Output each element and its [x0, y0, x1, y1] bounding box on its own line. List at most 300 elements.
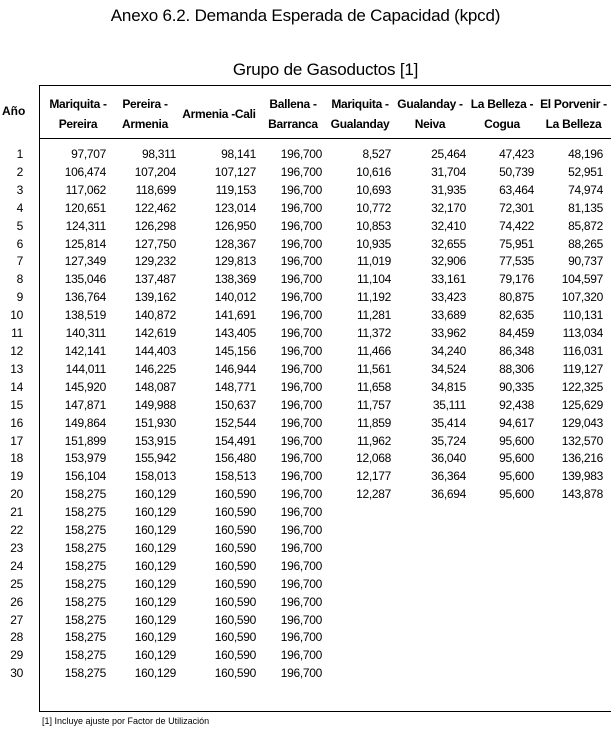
year-header: Año	[2, 104, 26, 118]
value-cell: 81,135	[568, 200, 603, 215]
value-cell	[322, 612, 391, 630]
column-header	[536, 94, 611, 134]
value-cell	[322, 594, 391, 612]
year-cell: 20	[10, 487, 23, 502]
value-cell	[391, 594, 466, 612]
column-header-line1: El Porvenir -	[540, 97, 607, 111]
header-rule	[40, 138, 611, 139]
year-cell: 15	[10, 397, 23, 412]
value-cell: 160,129	[134, 666, 176, 681]
value-cell: 84,459	[499, 326, 534, 341]
value-cell: 97,707	[71, 147, 106, 161]
demand-table	[0, 146, 603, 683]
value-cell	[322, 647, 391, 665]
value-cell: 138,369	[214, 272, 256, 287]
column-header-line1: La Belleza -	[470, 97, 534, 111]
value-cell: 196,700	[280, 540, 322, 555]
value-cell: 140,012	[214, 290, 256, 305]
value-cell: 160,590	[214, 523, 256, 538]
value-cell: 12,068	[356, 451, 391, 466]
value-cell: 158,275	[64, 594, 106, 609]
table-row	[0, 379, 603, 397]
value-cell: 11,466	[356, 343, 391, 358]
table-row	[0, 397, 603, 415]
column-header	[394, 94, 466, 134]
value-cell: 145,156	[214, 343, 256, 358]
value-cell: 12,177	[356, 469, 391, 484]
value-cell: 158,013	[134, 469, 176, 484]
value-cell: 25,464	[431, 147, 466, 161]
value-cell: 31,704	[431, 164, 466, 179]
value-cell: 33,161	[431, 272, 466, 287]
value-cell	[534, 629, 603, 647]
value-cell: 147,871	[64, 397, 106, 412]
group-underline	[40, 85, 611, 86]
value-cell	[322, 540, 391, 558]
column-header-line1: Mariquita -	[49, 97, 107, 111]
value-cell: 144,403	[134, 343, 176, 358]
year-cell: 4	[16, 200, 23, 215]
value-cell: 160,129	[134, 505, 176, 520]
value-cell: 196,700	[280, 343, 322, 358]
table-row	[0, 576, 603, 594]
value-cell: 32,906	[431, 254, 466, 269]
value-cell: 196,700	[280, 558, 322, 573]
value-cell: 11,561	[356, 361, 391, 376]
value-cell: 33,962	[431, 326, 466, 341]
value-cell	[391, 647, 466, 665]
table-row	[0, 629, 603, 647]
value-cell: 160,590	[214, 558, 256, 573]
value-cell: 196,700	[280, 487, 322, 502]
value-cell: 196,700	[280, 218, 322, 233]
year-cell: 6	[16, 236, 23, 251]
value-cell: 11,104	[356, 272, 391, 287]
value-cell: 11,962	[356, 433, 391, 448]
value-cell: 196,700	[280, 415, 322, 430]
value-cell	[322, 558, 391, 576]
group-title: Grupo de Gasoductos [1]	[232, 60, 419, 79]
value-cell: 120,651	[64, 200, 106, 215]
value-cell: 143,878	[561, 487, 603, 502]
value-cell: 160,590	[214, 630, 256, 645]
value-cell: 142,141	[64, 343, 106, 358]
column-header-line2: Armenia	[122, 117, 168, 131]
value-cell: 74,422	[499, 218, 534, 233]
value-cell: 156,104	[64, 469, 106, 484]
value-cell: 136,216	[561, 451, 603, 466]
value-cell	[466, 594, 534, 612]
value-cell: 149,864	[64, 415, 106, 430]
value-cell: 138,519	[64, 308, 106, 323]
value-cell: 160,129	[134, 630, 176, 645]
value-cell: 160,129	[134, 612, 176, 627]
year-cell: 27	[10, 612, 23, 627]
value-cell: 151,899	[64, 433, 106, 448]
value-cell: 196,700	[280, 236, 322, 251]
value-cell: 158,275	[64, 576, 106, 591]
value-cell: 196,700	[280, 379, 322, 394]
value-cell: 98,141	[221, 147, 256, 161]
year-cell: 10	[10, 308, 23, 323]
value-cell: 148,087	[134, 379, 176, 394]
column-header	[262, 94, 324, 134]
value-cell: 196,700	[280, 469, 322, 484]
value-cell	[534, 594, 603, 612]
value-cell: 12,287	[356, 487, 391, 502]
value-cell: 10,853	[356, 218, 391, 233]
value-cell: 129,232	[134, 254, 176, 269]
value-cell: 151,930	[134, 415, 176, 430]
value-cell: 11,859	[356, 415, 391, 430]
value-cell: 126,950	[214, 218, 256, 233]
table-row	[0, 486, 603, 504]
value-cell: 160,129	[134, 487, 176, 502]
value-cell: 11,019	[356, 254, 391, 269]
value-cell: 158,275	[64, 630, 106, 645]
value-cell: 124,311	[65, 218, 106, 233]
table-row	[0, 665, 603, 683]
value-cell	[534, 558, 603, 576]
year-cell: 2	[16, 164, 23, 179]
value-cell: 139,162	[134, 290, 176, 305]
value-cell: 148,771	[214, 379, 256, 394]
value-cell: 104,597	[561, 272, 603, 287]
column-header-line2: La Belleza	[545, 117, 602, 131]
value-cell: 11,757	[356, 397, 391, 412]
year-cell: 5	[16, 218, 23, 233]
column-header	[176, 104, 262, 124]
value-cell: 158,275	[64, 612, 106, 627]
value-cell: 196,700	[280, 308, 322, 323]
column-header	[466, 94, 538, 134]
table-row	[0, 415, 603, 433]
table-row	[0, 218, 603, 236]
table-row	[0, 182, 603, 200]
year-cell: 19	[10, 469, 23, 484]
value-cell: 98,311	[141, 147, 176, 161]
value-cell	[391, 629, 466, 647]
value-cell: 160,590	[214, 612, 256, 627]
value-cell	[534, 522, 603, 540]
value-cell: 158,275	[64, 558, 106, 573]
value-cell: 146,944	[214, 361, 256, 376]
value-cell: 36,040	[431, 451, 466, 466]
value-cell: 47,423	[499, 147, 534, 161]
value-cell: 85,872	[568, 218, 603, 233]
year-cell: 11	[11, 326, 23, 341]
value-cell: 196,700	[280, 666, 322, 681]
column-header-line1: Pereira -	[122, 97, 168, 111]
value-cell: 8,527	[362, 147, 391, 161]
value-cell: 92,438	[499, 397, 534, 412]
value-cell: 50,739	[499, 164, 534, 179]
year-cell: 25	[10, 576, 23, 591]
year-cell: 21	[10, 505, 23, 520]
value-cell	[466, 576, 534, 594]
value-cell: 196,700	[280, 361, 322, 376]
column-header-line2: Gualanday	[330, 117, 390, 131]
value-cell	[391, 558, 466, 576]
value-cell: 90,737	[568, 254, 603, 269]
year-cell: 24	[10, 558, 23, 573]
value-cell: 140,872	[134, 308, 176, 323]
value-cell	[466, 504, 534, 522]
value-cell	[466, 629, 534, 647]
value-cell: 160,129	[134, 576, 176, 591]
value-cell: 125,629	[561, 397, 603, 412]
value-cell: 32,655	[431, 236, 466, 251]
column-header	[42, 94, 114, 134]
year-cell: 22	[10, 523, 23, 538]
value-cell	[534, 612, 603, 630]
year-cell: 30	[10, 666, 23, 681]
table-bottom-rule	[40, 711, 611, 712]
value-cell: 11,372	[356, 326, 391, 341]
value-cell: 153,915	[134, 433, 176, 448]
value-cell	[466, 665, 534, 683]
year-cell: 9	[16, 290, 23, 305]
value-cell: 88,265	[568, 236, 603, 251]
year-cell: 28	[10, 630, 23, 645]
value-cell: 113,034	[562, 326, 603, 341]
year-cell: 23	[10, 540, 23, 555]
table-row	[0, 164, 603, 182]
value-cell	[322, 665, 391, 683]
value-cell: 142,619	[134, 326, 176, 341]
value-cell: 160,129	[134, 558, 176, 573]
value-cell: 90,335	[499, 379, 534, 394]
value-cell: 160,590	[214, 540, 256, 555]
value-cell	[466, 558, 534, 576]
value-cell: 88,306	[499, 361, 534, 376]
table-row	[0, 558, 603, 576]
value-cell: 139,983	[561, 469, 603, 484]
value-cell: 35,414	[431, 415, 466, 430]
table-row	[0, 647, 603, 665]
column-header-line1: Gualanday -	[397, 97, 463, 111]
year-cell: 8	[16, 272, 23, 287]
value-cell: 126,298	[134, 218, 176, 233]
value-cell: 196,700	[280, 630, 322, 645]
value-cell: 80,875	[499, 290, 534, 305]
value-cell: 128,367	[214, 236, 256, 251]
year-cell: 26	[10, 594, 23, 609]
value-cell: 155,942	[134, 451, 176, 466]
table-row	[0, 289, 603, 307]
value-cell: 135,046	[64, 272, 106, 287]
value-cell: 10,935	[356, 236, 391, 251]
value-cell: 160,590	[214, 648, 256, 663]
table-row	[0, 522, 603, 540]
table-row	[0, 450, 603, 468]
column-header-line1: Ballena -	[269, 97, 317, 111]
value-cell: 127,349	[64, 254, 106, 269]
value-cell: 11,192	[356, 290, 391, 305]
value-cell: 11,658	[356, 379, 391, 394]
value-cell	[466, 612, 534, 630]
value-cell: 79,176	[499, 272, 534, 287]
value-cell	[391, 665, 466, 683]
column-header-line2: Barranca	[268, 117, 318, 131]
value-cell: 122,325	[561, 379, 603, 394]
year-cell: 13	[10, 361, 23, 376]
value-cell: 106,474	[64, 164, 106, 179]
value-cell: 116,031	[562, 343, 603, 358]
column-header-line2: Neiva	[414, 117, 446, 131]
value-cell: 35,111	[432, 397, 466, 412]
table-row	[0, 504, 603, 522]
value-cell: 158,275	[64, 523, 106, 538]
value-cell: 34,524	[431, 361, 466, 376]
value-cell: 123,014	[214, 200, 256, 215]
value-cell: 95,600	[499, 451, 534, 466]
value-cell: 107,127	[214, 164, 256, 179]
value-cell	[466, 540, 534, 558]
column-header-line1: Armenia -Cali	[182, 107, 256, 121]
year-cell: 16	[10, 415, 23, 430]
value-cell	[322, 629, 391, 647]
value-cell: 94,617	[499, 415, 534, 430]
table-row	[0, 236, 603, 254]
value-cell: 196,700	[280, 648, 322, 663]
value-cell: 196,700	[280, 254, 322, 269]
page-title: Anexo 6.2. Demanda Esperada de Capacidad (kpcd)	[110, 6, 501, 25]
value-cell: 75,951	[499, 236, 534, 251]
column-header-line2: Pereira	[58, 117, 98, 131]
value-cell: 136,764	[64, 290, 106, 305]
value-cell: 117,062	[65, 182, 106, 197]
value-cell: 129,043	[561, 415, 603, 430]
value-cell: 196,700	[280, 200, 322, 215]
value-cell: 158,275	[64, 666, 106, 681]
value-cell: 196,700	[280, 451, 322, 466]
value-cell: 158,275	[64, 648, 106, 663]
value-cell: 156,480	[214, 451, 256, 466]
value-cell: 119,153	[215, 182, 256, 197]
value-cell: 36,364	[431, 469, 466, 484]
value-cell: 160,590	[214, 576, 256, 591]
table-row	[0, 612, 603, 630]
value-cell: 158,275	[64, 505, 106, 520]
value-cell	[466, 522, 534, 540]
value-cell: 10,616	[356, 164, 391, 179]
value-cell	[534, 504, 603, 522]
value-cell: 160,590	[214, 594, 256, 609]
value-cell: 132,570	[561, 433, 603, 448]
value-cell: 127,750	[134, 236, 176, 251]
table-row	[0, 361, 603, 379]
value-cell: 77,535	[499, 254, 534, 269]
value-cell: 122,462	[134, 200, 176, 215]
value-cell: 10,693	[356, 182, 391, 197]
table-row	[0, 325, 603, 343]
table-row	[0, 343, 603, 361]
column-header-line1: Mariquita -	[331, 97, 389, 111]
value-cell: 153,979	[64, 451, 106, 466]
table-row	[0, 146, 603, 164]
table-row	[0, 307, 603, 325]
footnote: [1] Incluye ajuste por Factor de Utilización	[42, 716, 210, 726]
value-cell: 119,127	[562, 361, 603, 376]
value-cell: 144,011	[65, 361, 106, 376]
value-cell: 34,815	[431, 379, 466, 394]
value-cell: 160,590	[214, 487, 256, 502]
value-cell	[534, 576, 603, 594]
value-cell: 196,700	[280, 505, 322, 520]
value-cell: 52,951	[568, 164, 603, 179]
value-cell: 196,700	[280, 433, 322, 448]
value-cell: 196,700	[280, 147, 322, 161]
year-cell: 1	[16, 147, 23, 161]
value-cell: 48,196	[568, 147, 603, 161]
year-cell: 12	[10, 343, 23, 358]
value-cell	[391, 504, 466, 522]
value-cell	[391, 540, 466, 558]
value-cell: 11,281	[356, 308, 391, 323]
value-cell: 160,129	[134, 648, 176, 663]
value-cell: 196,700	[280, 612, 322, 627]
year-cell: 18	[10, 451, 23, 466]
value-cell: 95,600	[499, 487, 534, 502]
value-cell: 95,600	[499, 469, 534, 484]
table-row	[0, 253, 603, 271]
column-header-line2: Cogua	[484, 117, 520, 131]
table-row	[0, 594, 603, 612]
value-cell: 196,700	[280, 272, 322, 287]
value-cell: 145,920	[64, 379, 106, 394]
value-cell: 125,814	[64, 236, 106, 251]
value-cell: 35,724	[431, 433, 466, 448]
value-cell: 140,311	[65, 326, 106, 341]
value-cell: 196,700	[280, 594, 322, 609]
value-cell: 110,131	[562, 308, 603, 323]
year-cell: 7	[16, 254, 23, 269]
value-cell: 31,935	[431, 182, 466, 197]
value-cell: 160,129	[134, 540, 176, 555]
value-cell	[322, 576, 391, 594]
value-cell: 32,170	[431, 200, 466, 215]
value-cell: 33,423	[431, 290, 466, 305]
value-cell: 95,600	[499, 433, 534, 448]
year-cell: 17	[10, 433, 23, 448]
table-row	[0, 433, 603, 451]
value-cell	[391, 576, 466, 594]
year-cell: 14	[10, 379, 23, 394]
value-cell: 10,772	[356, 200, 391, 215]
value-cell: 196,700	[280, 290, 322, 305]
value-cell: 154,491	[214, 433, 256, 448]
value-cell: 150,637	[214, 397, 256, 412]
table-row	[0, 271, 603, 289]
value-cell: 158,275	[64, 487, 106, 502]
value-cell: 141,691	[214, 308, 256, 323]
value-cell: 160,129	[134, 523, 176, 538]
table-row	[0, 468, 603, 486]
value-cell: 158,275	[64, 540, 106, 555]
table-row	[0, 540, 603, 558]
value-cell: 34,240	[431, 343, 466, 358]
value-cell: 196,700	[280, 164, 322, 179]
value-cell	[534, 647, 603, 665]
value-cell: 137,487	[134, 272, 176, 287]
year-cell: 29	[10, 648, 23, 663]
value-cell: 160,129	[134, 594, 176, 609]
table-row	[0, 200, 603, 218]
value-cell	[534, 540, 603, 558]
value-cell: 152,544	[214, 415, 256, 430]
value-cell	[391, 612, 466, 630]
